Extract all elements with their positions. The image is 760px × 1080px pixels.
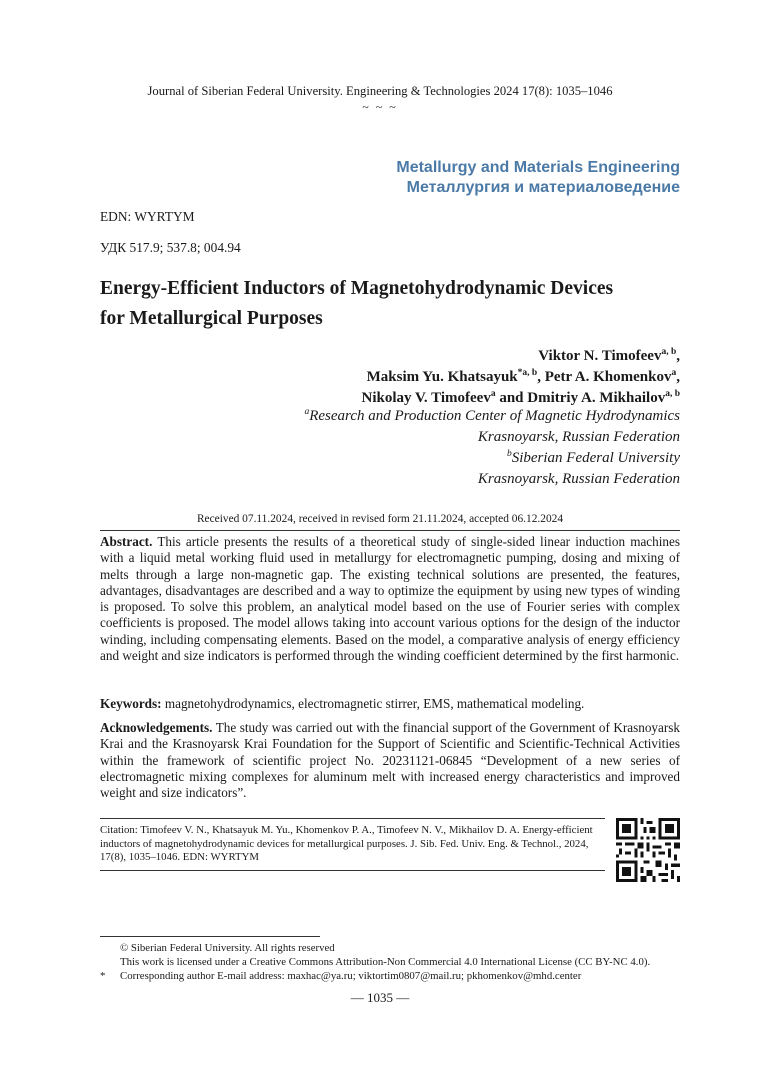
divider [100, 818, 605, 819]
abstract-text: This article presents the results of a theoretical study of single-sided linear induction machines with a liquid metal working fluid used in metallurgy for electromagnetic pumping, dosing and mixing of melts through a large non-magnetic gap. The existing technical solutions are presented, the features, advantages, disadvantages are described and a way to optimize the equipment by using new types of winding is proposed. To solve this problem, an analytical model based on the use of Fourier series with complex coefficients is proposed. The model allows taking into account various options for the design of the inductor winding, including compensating elements. Based on the model, a comparative analysis of energy efficiency and weight and size indicators is performed through the winding coefficient determined by the first harmonic. [100, 534, 680, 664]
author-name: Nikolay V. Timofeev [361, 390, 491, 406]
author-affil-mark: a, b [661, 347, 677, 357]
author-name: Viktor N. Timofeev [538, 348, 662, 364]
author-name: Maksim Yu. Khatsayuk [366, 369, 518, 385]
copyright-note: © Siberian Federal University. All rights reserved [120, 942, 335, 954]
affiliation-city: Krasnoyarsk, Russian Federation [477, 471, 680, 487]
udk-code: УДК 517.9; 537.8; 004.94 [100, 240, 241, 255]
corresponding-author-note [100, 970, 700, 984]
conjunction: and [499, 390, 524, 406]
divider [100, 530, 680, 531]
divider [100, 870, 605, 871]
separator: , [676, 348, 680, 364]
paper-title-line: Energy-Efficient Inductors of Magnetohydrodynamic Devices [100, 278, 614, 299]
affiliation-city: Krasnoyarsk, Russian Federation [477, 429, 680, 445]
corresponding-author-text: Corresponding author E-mail address: maxhac@ya.ru; viktortim0807@mail.ru; pkhomenkov@mhd.center [120, 970, 582, 982]
author-name: Dmitriy A. Mikhailov [527, 390, 666, 406]
separator: , [537, 369, 541, 385]
acknowledgements-text: The study was carried out with the financial support of the Government of Krasnoyarsk Krai and the Krasnoyarsk Krai Foundation for the Support of Scientific and Scientific-Technical Activities within the framework of scientific project No. 20231121-06845 “Development of a new series of electromagnetic mixing complexes for aluminum melt with increased energy characteristics and improved weight and size indicators”. [100, 720, 680, 801]
affiliation-line [304, 448, 680, 469]
separator: , [676, 369, 680, 385]
abstract [100, 534, 680, 664]
author-affil-mark: a [671, 368, 677, 378]
author-line [362, 346, 680, 367]
author-affil-mark: *a, b [517, 368, 538, 378]
edn-code: EDN: WYRTYM [100, 209, 195, 224]
author-affil-mark: a, b [665, 389, 680, 399]
affiliation-name: Research and Production Center of Magnetic Hydrodynamics [309, 408, 680, 424]
acknowledgements-label: Acknowledgements. [100, 720, 213, 735]
affil-mark: b [506, 449, 512, 459]
author-name: Petr A. Khomenkov [544, 369, 672, 385]
paper-title-line: for Metallurgical Purposes [100, 308, 323, 329]
citation: Citation: Timofeev V. N., Khatsayuk M. Yu., Khomenkov P. A., Timofeev N. V., Mikhailov D. A. Energy-efficient inductors of magnetohydrodynamic devices for metallurgical purposes. J. Sib. Fed. Univ. Eng. & Technol., 2024, 17(8), 1035–1046. EDN: WYRTYM [100, 824, 593, 864]
qr-code-icon [616, 818, 680, 882]
keywords-text: magnetohydrodynamics, electromagnetic stirrer, EMS, mathematical modeling. [164, 696, 585, 711]
keywords-label: Keywords: [100, 696, 162, 711]
license-note: This work is licensed under a Creative Commons Attribution-Non Commercial 4.0 International License (CC BY-NC 4.0). [120, 956, 651, 968]
author-affil-mark: a [490, 389, 496, 399]
affiliation-name: Siberian Federal University [511, 450, 680, 466]
keywords [100, 696, 680, 712]
footnote-mark: * [100, 970, 106, 982]
paper-title [100, 274, 680, 334]
received-dates: Received 07.11.2024, received in revised form 21.11.2024, accepted 06.12.2024 [196, 513, 564, 525]
abstract-label: Abstract. [100, 534, 153, 549]
page-number: — 1035 — [350, 990, 410, 1005]
author-list [362, 346, 680, 409]
author-line [362, 367, 680, 388]
footnote-divider [100, 936, 320, 937]
acknowledgements [100, 720, 680, 801]
affil-mark: a [304, 407, 310, 417]
header-ornament: ~ ~ ~ [362, 100, 398, 114]
affiliation-line [304, 406, 680, 427]
journal-header: Journal of Siberian Federal University. Engineering & Technologies 2024 17(8): 1035–1046 [147, 84, 613, 98]
section-title-ru: Металлургия и материаловедение [406, 179, 680, 196]
section-title-en: Metallurgy and Materials Engineering [396, 159, 680, 176]
affiliations [304, 406, 680, 490]
